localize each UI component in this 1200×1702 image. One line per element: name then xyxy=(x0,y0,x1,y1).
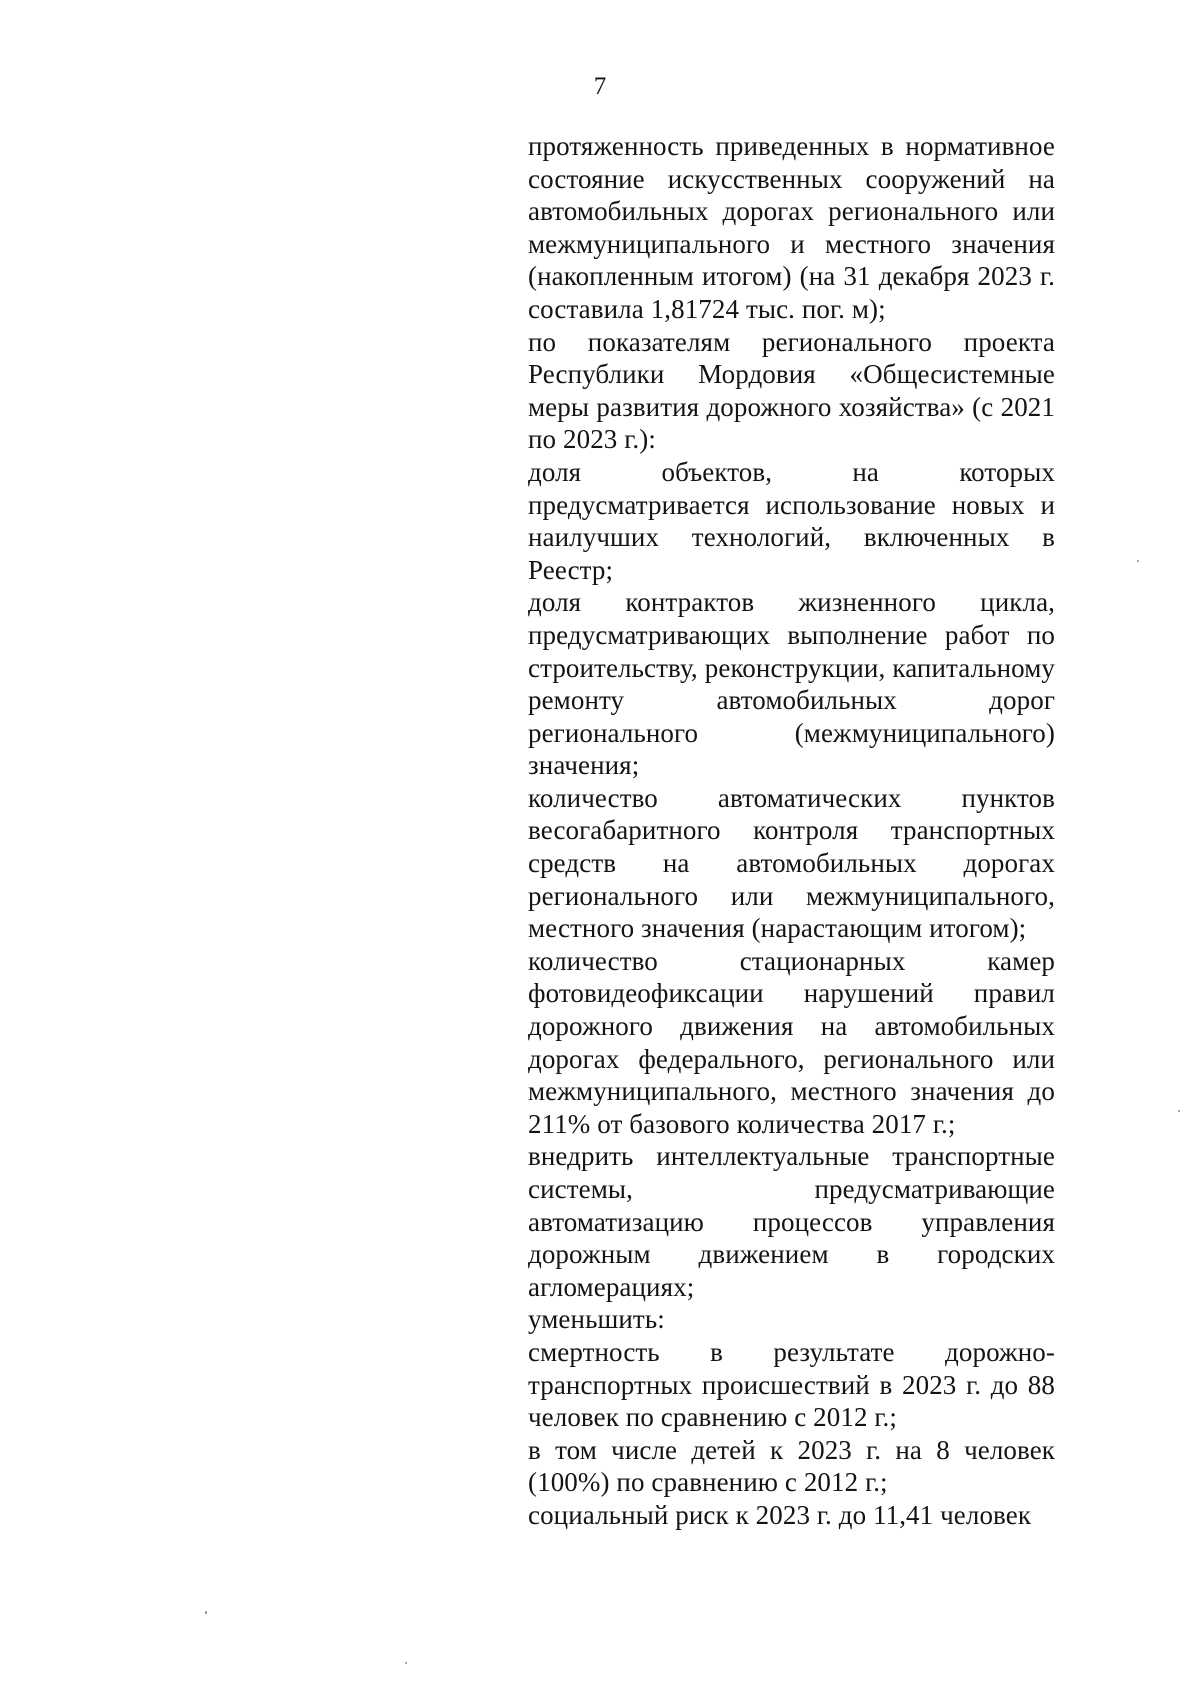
body-text xyxy=(528,130,1055,1532)
paragraph-lifecycle-contracts: доля контрактов жизненного цикла, предусматривающих выполнение работ по строительству, реконструкции, капитальному ремонту автомобильных дорог регионального (межмуниципального) значения; xyxy=(528,587,1055,781)
paragraph-intelligent-systems: внедрить интеллектуальные транспортные системы, предусматривающие автоматизацию процессов управления дорожным движением в городских агломерациях; xyxy=(528,1141,1055,1302)
paragraph-new-technologies: доля объектов, на которых предусматривается использование новых и наилучших технологий, включенных в Реестр; xyxy=(528,456,1055,585)
scan-speck xyxy=(1178,1110,1180,1112)
paragraph-children: в том числе детей к 2023 г. на 8 человек (100%) по сравнению с 2012 г.; xyxy=(528,1434,1055,1498)
paragraph-social-risk: социальный риск к 2023 г. до 11,41 человек xyxy=(528,1499,1032,1530)
scan-speck xyxy=(1137,560,1139,562)
paragraph-mortality: смертность в результате дорожно-транспортных происшествий в 2023 г. до 88 человек по сравнению с 2012 г.; xyxy=(528,1336,1055,1433)
scan-speck xyxy=(405,1662,407,1664)
paragraph-regional-project: по показателям регионального проекта Республики Мордовия «Общесистемные меры развития дорожного хозяйства» (с 2021 по 2023 г.): xyxy=(528,326,1055,455)
scan-speck xyxy=(205,1611,207,1614)
paragraph-speed-cameras: количество стационарных камер фотовидеофиксации нарушений правил дорожного движения на автомобильных дорогах федерального, регионального или межмуниципального, местного значения до 211% от базового количества 2017 г.; xyxy=(528,945,1055,1139)
paragraph-reduce: уменьшить: xyxy=(528,1304,665,1335)
paragraph-bridges-length: протяженность приведенных в нормативное состояние искусственных сооружений на автомобильных дорогах регионального или межмуниципального и местного значения (накопленным итогом) (на 31 декабря 2023 г. составила 1,81724 тыс. пог. м); xyxy=(528,131,1055,324)
paragraph-weight-control-points: количество автоматических пунктов весогабаритного контроля транспортных средств на автомобильных дорогах регионального или межмуниципального, местного значения (нарастающим итогом); xyxy=(528,782,1055,944)
page-number: 7 xyxy=(593,73,607,100)
